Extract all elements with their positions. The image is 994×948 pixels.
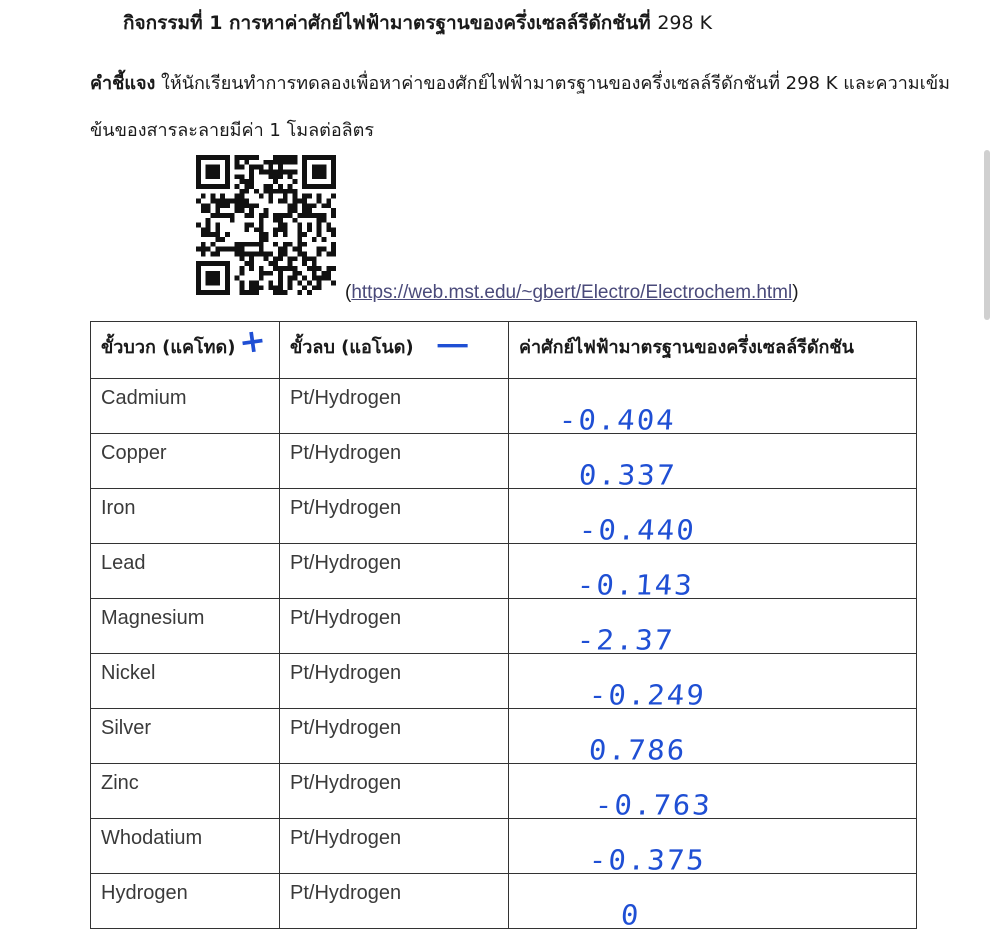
cathode-cell: Nickel (91, 654, 280, 709)
table-row (91, 599, 917, 654)
instruction (90, 60, 970, 154)
link-close-paren: ) (792, 282, 799, 303)
instruction-label: คำชี้แจง (90, 73, 156, 94)
header-cathode-label: ขั้วบวก (แคโทด) (101, 337, 236, 358)
potential-cell (509, 874, 917, 932)
minus-mark: − (432, 328, 473, 363)
cathode-cell: Lead (91, 544, 280, 599)
anode-cell: Pt/Hydrogen (280, 434, 509, 489)
anode-cell: Pt/Hydrogen (280, 654, 509, 709)
header-anode (280, 322, 509, 379)
handwritten-value: 0.786 (587, 733, 688, 767)
table-row (91, 764, 917, 819)
handwritten-value: 0.337 (577, 458, 678, 492)
anode-cell: Pt/Hydrogen (280, 874, 509, 929)
handwritten-value: -0.375 (587, 843, 707, 877)
potential-cell (509, 709, 917, 767)
potential-cell (509, 654, 917, 712)
plus-mark: + (236, 320, 269, 362)
instruction-text: ให้นักเรียนทำการทดลองเพื่อหาค่าของศักย์ไฟฟ้ามาตรฐานของครึ่งเซลล์รีดักชันที่ 298 K และความเข้มข้นของสารละลายมีค่า 1 โมลต่อลิตร (90, 73, 950, 141)
handwritten-value: -2.37 (575, 623, 676, 657)
anode-cell: Pt/Hydrogen (280, 819, 509, 874)
potential-cell (509, 489, 917, 547)
cathode-cell: Zinc (91, 764, 280, 819)
cathode-cell: Silver (91, 709, 280, 764)
scrollbar-thumb[interactable] (984, 150, 990, 320)
handwritten-value: -0.143 (575, 568, 695, 602)
potential-cell (509, 819, 917, 877)
activity-title-text: กิจกรรมที่ 1 การหาค่าศักย์ไฟฟ้ามาตรฐานของครึ่งเซลล์รีดักชันที่ (123, 12, 651, 34)
anode-cell: Pt/Hydrogen (280, 379, 509, 434)
table-row (91, 379, 917, 434)
reference-link[interactable] (345, 282, 799, 304)
table-row (91, 489, 917, 544)
cathode-cell: Hydrogen (91, 874, 280, 929)
cathode-cell: Iron (91, 489, 280, 544)
table-row (91, 874, 917, 929)
header-anode-label: ขั้วลบ (แอโนด) (290, 337, 414, 358)
anode-cell: Pt/Hydrogen (280, 709, 509, 764)
table-header-row (91, 322, 917, 379)
qr-code-icon (196, 155, 336, 295)
table-row (91, 654, 917, 709)
potential-cell (509, 434, 917, 492)
potential-table (90, 320, 917, 932)
cathode-cell: Cadmium (91, 379, 280, 434)
cathode-cell: Magnesium (91, 599, 280, 654)
potential-cell (509, 764, 917, 822)
potential-cell (509, 379, 917, 437)
anode-cell: Pt/Hydrogen (280, 489, 509, 544)
table-row (91, 544, 917, 599)
anode-cell: Pt/Hydrogen (280, 599, 509, 654)
reference-url[interactable]: https://web.mst.edu/~gbert/Electro/Electrochem.html (351, 282, 793, 303)
potential-cell (509, 544, 917, 602)
anode-cell: Pt/Hydrogen (280, 764, 509, 819)
table-row (91, 819, 917, 874)
header-potential (509, 322, 917, 379)
handwritten-value: 0 (619, 898, 642, 932)
header-cathode (91, 322, 280, 379)
table-row (91, 709, 917, 764)
cathode-cell: Whodatium (91, 819, 280, 874)
anode-cell: Pt/Hydrogen (280, 544, 509, 599)
handwritten-value: -0.440 (577, 513, 697, 547)
handwritten-value: -0.249 (587, 678, 707, 712)
link-open-paren: ( (345, 282, 352, 303)
header-potential-label: ค่าศักย์ไฟฟ้ามาตรฐานของครึ่งเซลล์รีดักชัน (519, 337, 854, 358)
handwritten-value: -0.404 (557, 403, 677, 437)
potential-cell (509, 599, 917, 657)
table-row (91, 434, 917, 489)
cathode-cell: Copper (91, 434, 280, 489)
activity-title-temp: 298 K (657, 12, 713, 34)
activity-title (123, 8, 712, 38)
handwritten-value: -0.763 (593, 788, 713, 822)
